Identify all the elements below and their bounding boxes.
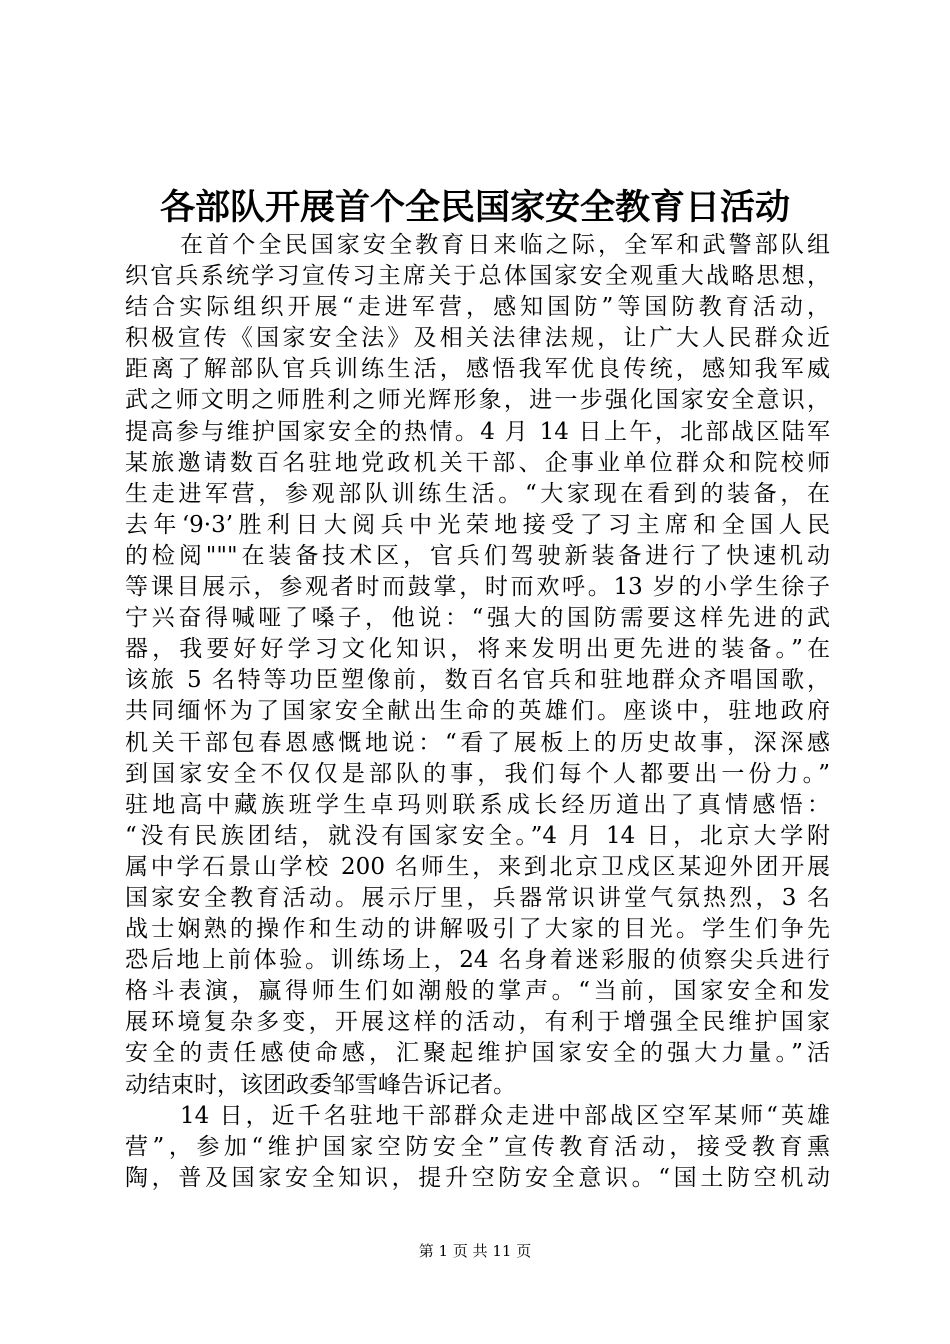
text-line: 格斗表演，赢得师生们如潮般的掌声。“当前，国家安全和发 bbox=[125, 978, 830, 1005]
text-line: 某旅邀请数百名驻地党政机关干部、企事业单位群众和院校师 bbox=[125, 449, 830, 476]
text-line: 积极宣传《国家安全法》及相关法律法规，让广大人民群众近 bbox=[125, 325, 830, 352]
text-line: 14 日，近千名驻地干部群众走进中部战区空军某师“英雄 bbox=[180, 1102, 830, 1129]
text-line: 驻地高中藏族班学生卓玛则联系成长经历道出了真情感悟： bbox=[125, 791, 830, 818]
text-line: 生走进军营，参观部队训练生活。“大家现在看到的装备，在 bbox=[125, 480, 830, 507]
text-line: 恐后地上前体验。训练场上，24 名身着迷彩服的侦察尖兵进行 bbox=[125, 947, 830, 974]
text-line: 国家安全教育活动。展示厅里，兵器常识讲堂气氛热烈，3 名 bbox=[125, 884, 830, 911]
text-line: 距离了解部队官兵训练生活，感悟我军优良传统，感知我军威 bbox=[125, 356, 830, 383]
text-line: 战士娴熟的操作和生动的讲解吸引了大家的目光。学生们争先 bbox=[125, 916, 830, 943]
page-number-footer: 第 1 页 共 11 页 bbox=[418, 1242, 532, 1260]
text-line: 的检阅"""在装备技术区，官兵们驾驶新装备进行了快速机动 bbox=[125, 542, 830, 569]
document-body bbox=[125, 230, 830, 1194]
text-line: 织官兵系统学习宣传习主席关于总体国家安全观重大战略思想， bbox=[125, 263, 830, 290]
text-line: 共同缅怀为了国家安全献出生命的英雄们。座谈中，驻地政府 bbox=[125, 698, 830, 725]
text-line: 等课目展示，参观者时而鼓掌，时而欢呼。13 岁的小学生徐子 bbox=[125, 574, 830, 601]
text-line: 提高参与维护国家安全的热情。4 月 14 日上午，北部战区陆军 bbox=[125, 418, 830, 445]
text-line: 宁兴奋得喊哑了嗓子，他说：“强大的国防需要这样先进的武 bbox=[125, 605, 830, 632]
text-line: 结合实际组织开展“走进军营，感知国防”等国防教育活动， bbox=[125, 294, 830, 321]
text-line: 武之师文明之师胜利之师光辉形象，进一步强化国家安全意识， bbox=[125, 387, 830, 414]
text-line: 展环境复杂多变，开展这样的活动，有利于增强全民维护国家 bbox=[125, 1009, 830, 1036]
document-title: 各部队开展首个全民国家安全教育日活动 bbox=[159, 187, 790, 228]
text-line: 器，我要好好学习文化知识，将来发明出更先进的装备。”在 bbox=[125, 636, 830, 663]
text-line: 在首个全民国家安全教育日来临之际，全军和武警部队组 bbox=[180, 232, 830, 258]
text-line: 属中学石景山学校 200 名师生，来到北京卫戍区某迎外团开展 bbox=[125, 853, 830, 880]
text-line: “没有民族团结，就没有国家安全。”4 月 14 日，北京大学附 bbox=[125, 822, 830, 849]
text-line: 营”，参加“维护国家空防安全”宣传教育活动，接受教育熏 bbox=[125, 1133, 830, 1160]
paragraph-1 bbox=[125, 230, 830, 1101]
text-line: 该旅 5 名特等功臣塑像前，数百名官兵和驻地群众齐唱国歌， bbox=[125, 667, 830, 694]
text-line: 安全的责任感使命感，汇聚起维护国家安全的强大力量。”活 bbox=[125, 1040, 830, 1067]
text-line: 陶，普及国家安全知识，提升空防安全意识。“国土防空机动 bbox=[125, 1164, 830, 1191]
text-line: 到国家安全不仅仅是部队的事，我们每个人都要出一份力。” bbox=[125, 760, 830, 787]
paragraph-2 bbox=[125, 1101, 830, 1194]
text-line: 机关干部包春恩感慨地说：“看了展板上的历史故事，深深感 bbox=[125, 729, 830, 756]
text-line: 动结束时，该团政委邹雪峰告诉记者。 bbox=[125, 1071, 516, 1098]
text-line: 去年‘9·3’胜利日大阅兵中光荣地接受了习主席和全国人民 bbox=[125, 511, 830, 538]
